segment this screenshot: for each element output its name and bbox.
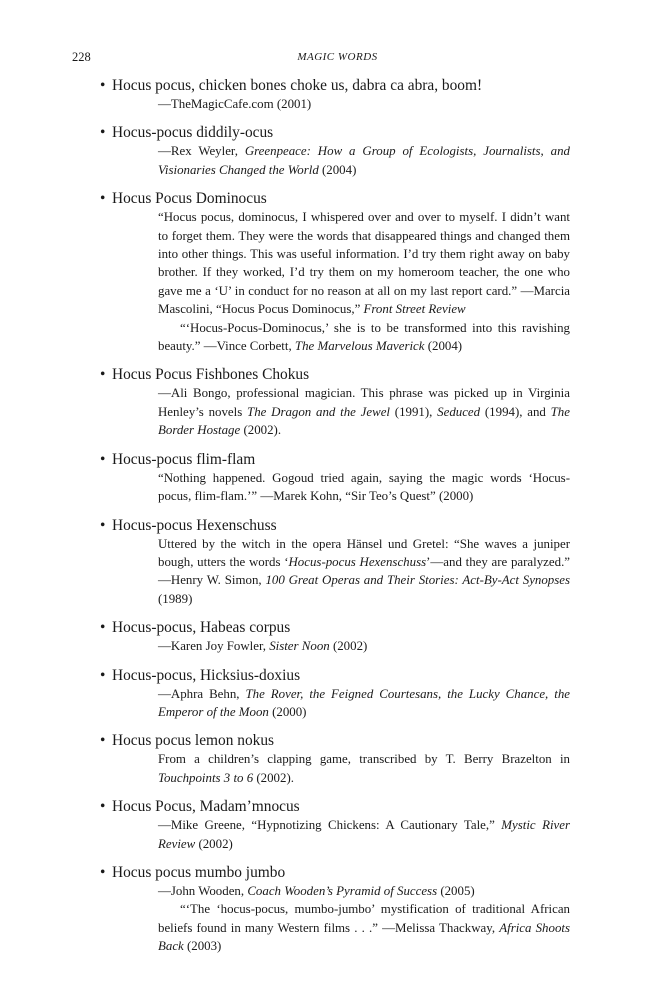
bullet-icon: • bbox=[100, 516, 106, 534]
entry bbox=[100, 863, 570, 956]
bullet-icon: • bbox=[100, 124, 106, 142]
citation-title: Sister Noon bbox=[269, 639, 330, 654]
citation-title: Touchpoints 3 to 6 bbox=[158, 770, 254, 785]
bullet-icon: • bbox=[100, 190, 106, 208]
citation-text: —TheMagicCafe.com (2001) bbox=[158, 97, 312, 111]
entry bbox=[100, 516, 570, 609]
entry bbox=[100, 731, 570, 787]
citation-text: ’—and they are paralyzed.” —Henry W. Simon, bbox=[158, 554, 571, 588]
entry-headword bbox=[100, 797, 570, 816]
citation-title: The Marvelous Maverick bbox=[294, 339, 425, 354]
entry-headword bbox=[100, 516, 570, 535]
entry-headword bbox=[100, 365, 570, 384]
bullet-icon: • bbox=[100, 666, 106, 684]
citation-title: Seduced bbox=[437, 404, 481, 419]
citation-text: “‘Hocus-Pocus-Dominocus,’ she is to be transformed into this ravishing beauty.” —Vince Corbett, bbox=[158, 320, 570, 354]
citation-text: (2005) bbox=[437, 883, 475, 898]
citation bbox=[158, 685, 570, 722]
entry bbox=[100, 76, 570, 113]
citation bbox=[158, 319, 570, 356]
citation-text: —Aphra Behn, bbox=[158, 686, 246, 701]
citation bbox=[158, 95, 570, 113]
citation-title: Greenpeace: How a Group of Ecologists, Journalists, and Visionaries Changed the World bbox=[158, 144, 570, 177]
citation-text: (2002). bbox=[240, 423, 282, 438]
entry bbox=[100, 797, 570, 853]
bullet-icon: • bbox=[100, 366, 106, 384]
headword-text: Hocus pocus lemon nokus bbox=[112, 732, 275, 750]
bullet-icon: • bbox=[100, 798, 106, 816]
citation-text: (1989) bbox=[158, 591, 193, 606]
headword-text: Hocus Pocus, Madam’mnocus bbox=[112, 798, 300, 816]
citation bbox=[158, 750, 570, 787]
citation-text: (1994), and bbox=[480, 404, 551, 419]
citation-text: —John Wooden, bbox=[158, 883, 248, 898]
citation bbox=[158, 142, 570, 179]
headword-text: Hocus pocus mumbo jumbo bbox=[112, 863, 286, 881]
entry-list bbox=[100, 76, 570, 966]
entry-headword bbox=[100, 189, 570, 208]
citation-text: “‘The ‘hocus-pocus, mumbo-jumbo’ mystification of traditional African beliefs found in many Western films . . .” —Melissa Thackway, bbox=[158, 902, 570, 935]
running-head: MAGIC WORDS bbox=[297, 51, 378, 63]
citation bbox=[158, 900, 570, 955]
citation-text: From a children’s clapping game, transcribed by T. Berry Brazelton in bbox=[158, 752, 570, 767]
entry bbox=[100, 365, 570, 439]
citation-text: Uttered by the witch in the opera Hänsel und Gretel: “She waves a juniper bough, utters the words ‘ bbox=[158, 536, 570, 569]
citation-text: (2002) bbox=[195, 836, 233, 851]
page-number: 228 bbox=[72, 50, 91, 64]
citation-text: (2004) bbox=[424, 339, 463, 354]
citation-title: The Dragon and the Jewel bbox=[247, 404, 391, 419]
citation-title: The Border Hostage bbox=[158, 404, 570, 438]
citation-title: Front Street Review bbox=[363, 302, 466, 317]
headword-text: Hocus-pocus, Hicksius-doxius bbox=[112, 666, 301, 684]
citation-text: “Hocus pocus, dominocus, I whispered over and over to myself. I didn’t want to forget them. They were the words that disappeared things and changed them into other things. This was useful information. I’d try them right away on baby brother. If they worked, I’d try them on my homeroom teacher, the one who gave me a ‘U’ in conduct for no reason at all on my last report card.” —Marcia Mascolini, “Hocus Pocus Dominocus,” bbox=[158, 210, 570, 317]
headword-text: Hocus Pocus Dominocus bbox=[112, 190, 267, 208]
page-header bbox=[72, 50, 603, 66]
citation-text: —Rex Weyler, bbox=[158, 144, 245, 159]
bullet-icon: • bbox=[100, 450, 106, 468]
citation-title: The Rover, the Feigned Courtesans, the Lucky Chance, the Emperor of the Moon bbox=[158, 686, 570, 719]
citation-text: —Ali Bongo, professional magician. This phrase was picked up in Virginia Henley’s novels bbox=[158, 386, 570, 419]
bullet-icon: • bbox=[100, 863, 106, 881]
entry-headword bbox=[100, 123, 570, 142]
entry-headword bbox=[100, 450, 570, 469]
citation bbox=[158, 882, 570, 900]
citation-text: (2004) bbox=[318, 162, 357, 177]
headword-text: Hocus Pocus Fishbones Chokus bbox=[112, 366, 310, 384]
entry bbox=[100, 189, 570, 355]
citation bbox=[158, 384, 570, 439]
entry bbox=[100, 618, 570, 655]
citation-text: (1991), bbox=[390, 404, 438, 419]
headword-text: Hocus-pocus Hexenschuss bbox=[112, 516, 277, 534]
citation bbox=[158, 469, 570, 506]
entry bbox=[100, 123, 570, 179]
citation bbox=[158, 816, 570, 853]
headword-text: Hocus-pocus, Habeas corpus bbox=[112, 619, 291, 637]
citation-text: (2002). bbox=[253, 770, 294, 785]
citation-text: (2003) bbox=[183, 939, 222, 954]
citation-text: (2002) bbox=[329, 639, 368, 654]
citation-title: Africa Shoots Back bbox=[158, 920, 570, 954]
bullet-icon: • bbox=[100, 619, 106, 637]
entry-headword bbox=[100, 863, 570, 882]
entry-headword bbox=[100, 618, 570, 637]
citation bbox=[158, 637, 570, 655]
citation bbox=[158, 208, 570, 318]
citation-text: (2000) bbox=[268, 704, 307, 719]
headword-text: Hocus pocus, chicken bones choke us, dabra ca abra, boom! bbox=[112, 77, 483, 94]
citation-title: Mystic River Review bbox=[158, 818, 570, 851]
citation-text: —Mike Greene, “Hypnotizing Chickens: A Cautionary Tale,” bbox=[158, 818, 502, 833]
entry-headword bbox=[100, 76, 570, 95]
bullet-icon: • bbox=[100, 77, 106, 94]
citation bbox=[158, 535, 570, 609]
citation-text: “Nothing happened. Gogoud tried again, saying the magic words ‘Hocus-pocus, flim-flam.’” —Marek Kohn, “Sir Teo’s Quest” (2000) bbox=[158, 470, 570, 504]
headword-text: Hocus-pocus flim-flam bbox=[112, 450, 256, 468]
citation-title: 100 Great Operas and Their Stories: Act-By-Act Synopses bbox=[265, 573, 571, 588]
entry-headword bbox=[100, 666, 570, 685]
headword-text: Hocus-pocus diddily-ocus bbox=[112, 124, 274, 142]
entry bbox=[100, 450, 570, 506]
bullet-icon: • bbox=[100, 732, 106, 750]
entry bbox=[100, 666, 570, 722]
citation-title: Hocus-pocus Hexenschuss bbox=[288, 554, 427, 569]
citation-title: Coach Wooden’s Pyramid of Success bbox=[247, 883, 438, 898]
entry-headword bbox=[100, 731, 570, 750]
citation-text: —Karen Joy Fowler, bbox=[158, 639, 270, 654]
